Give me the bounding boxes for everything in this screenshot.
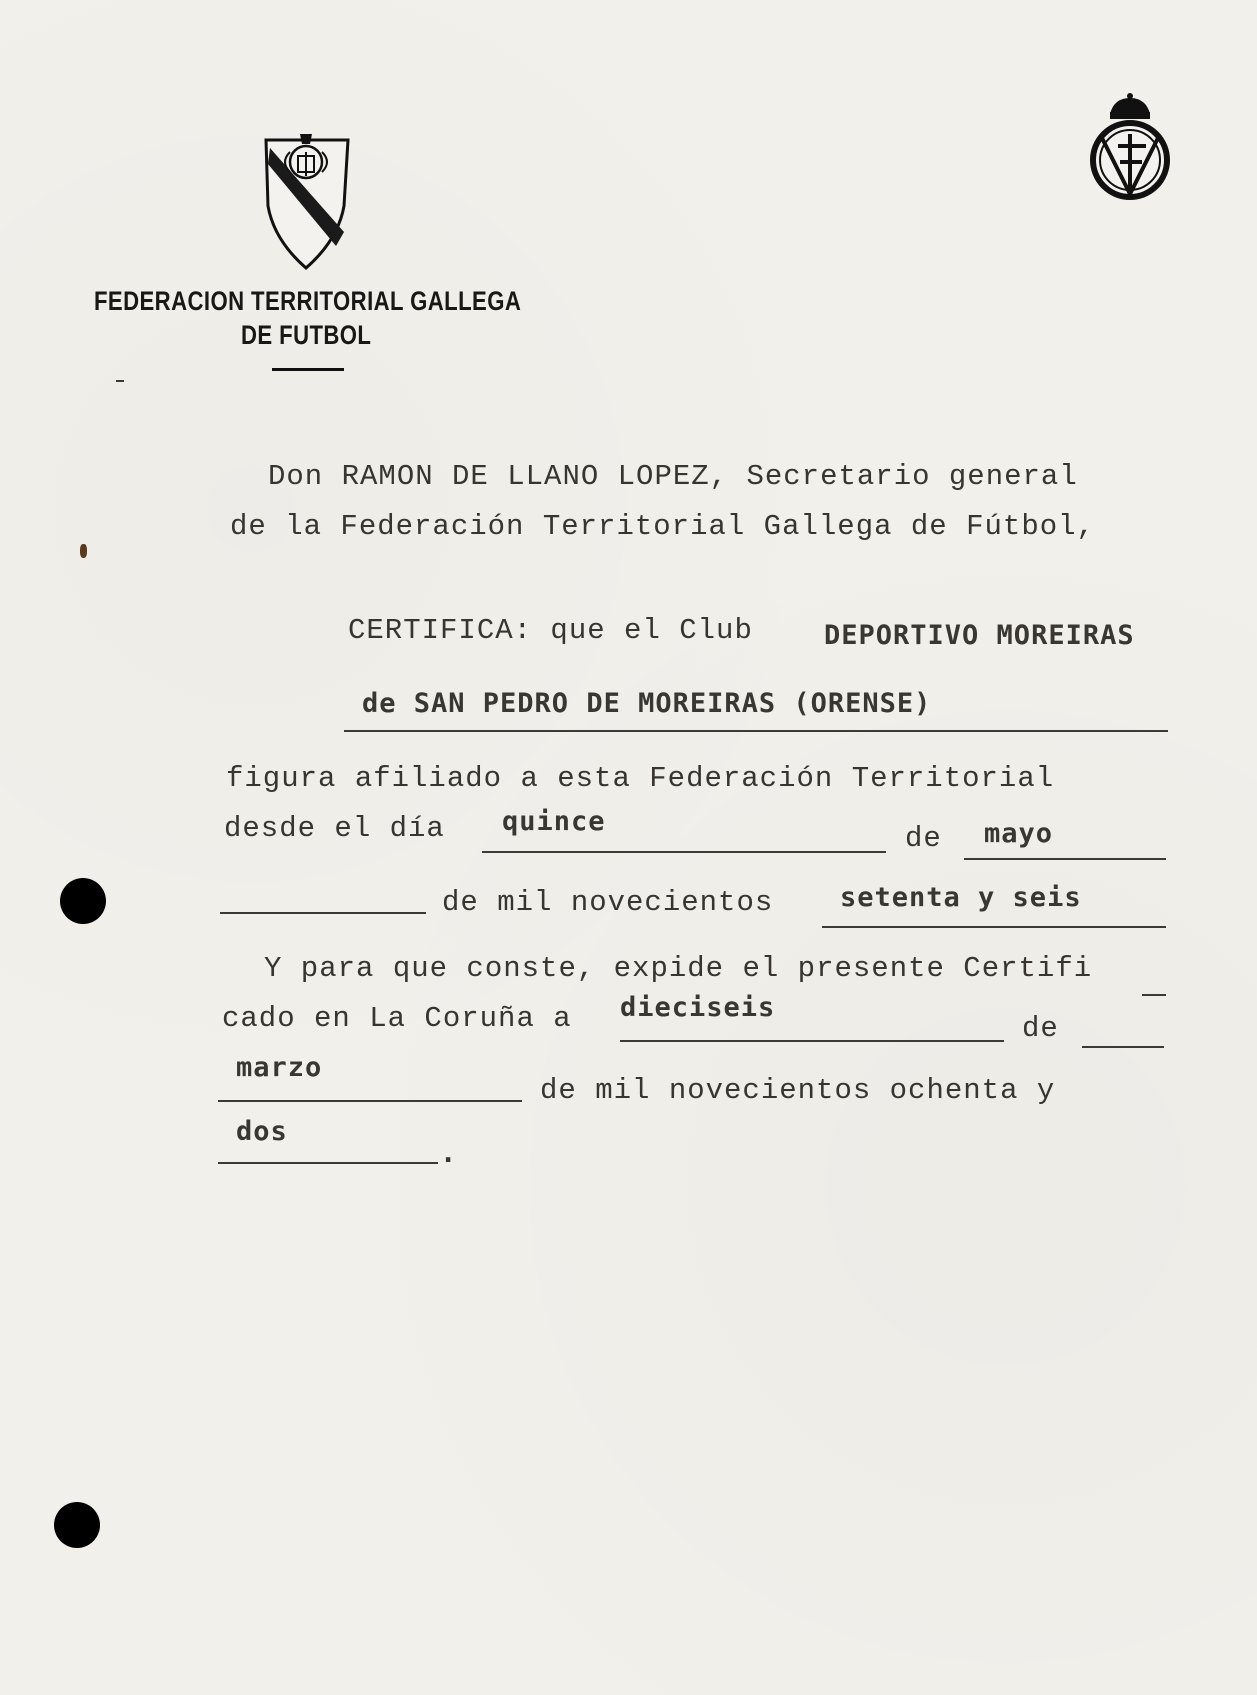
stain-mark [80,544,87,558]
closing-line1: Y para que conste, expide el presente Certifi [264,952,1093,985]
intro-line2: de la Federación Territorial Gallega de Fútbol, [230,510,1095,543]
issue-place-prefix: cado en La Coruña a [222,1002,572,1035]
issue-de-underline [1082,1046,1164,1048]
royal-spanish-federation-crest-icon [1088,92,1172,204]
de-word-1: de [905,822,942,855]
day-underline [482,851,886,853]
issue-year-prefix: de mil novecientos ochenta y [540,1074,1056,1107]
intro-line1: Don RAMON DE LLANO LOPEZ, Secretario general [268,460,1078,493]
de-word-2: de [1022,1012,1059,1045]
month-value: mayo [984,818,1054,849]
binder-hole-top [60,878,106,924]
certifica-label: CERTIFICA: que el Club [348,614,753,647]
year-prefix: de mil novecientos [442,886,774,919]
stray-mark [116,380,124,382]
binder-hole-bottom [54,1502,100,1548]
year-value: setenta y seis [840,882,1082,913]
year-underline [822,926,1166,928]
org-underline [272,368,344,371]
issue-month-value: marzo [236,1052,323,1083]
month-underline [964,858,1166,860]
org-name-line1: FEDERACION TERRITORIAL GALLEGA [94,286,522,316]
issue-month-underline [218,1100,522,1102]
club-name-line2: de SAN PEDRO DE MOREIRAS (ORENSE) [362,688,932,719]
org-name-line2: DE FUTBOL [241,320,372,350]
issue-day-underline [620,1040,1004,1042]
club-name-underline [344,730,1168,732]
day-value: quince [502,806,606,837]
affiliation-line1: figura afiliado a esta Federación Territorial [226,762,1055,795]
blank-underline [220,912,426,914]
issue-year-underline [218,1162,438,1164]
galician-federation-shield-icon [262,128,352,270]
closing-period: . [440,1138,458,1169]
issue-year-value: dos [236,1116,288,1147]
since-day-prefix: desde el día [224,812,445,845]
club-name-line1: DEPORTIVO MOREIRAS [824,620,1135,651]
issue-day-value: dieciseis [620,992,776,1023]
hyphen-mark [1142,994,1166,996]
